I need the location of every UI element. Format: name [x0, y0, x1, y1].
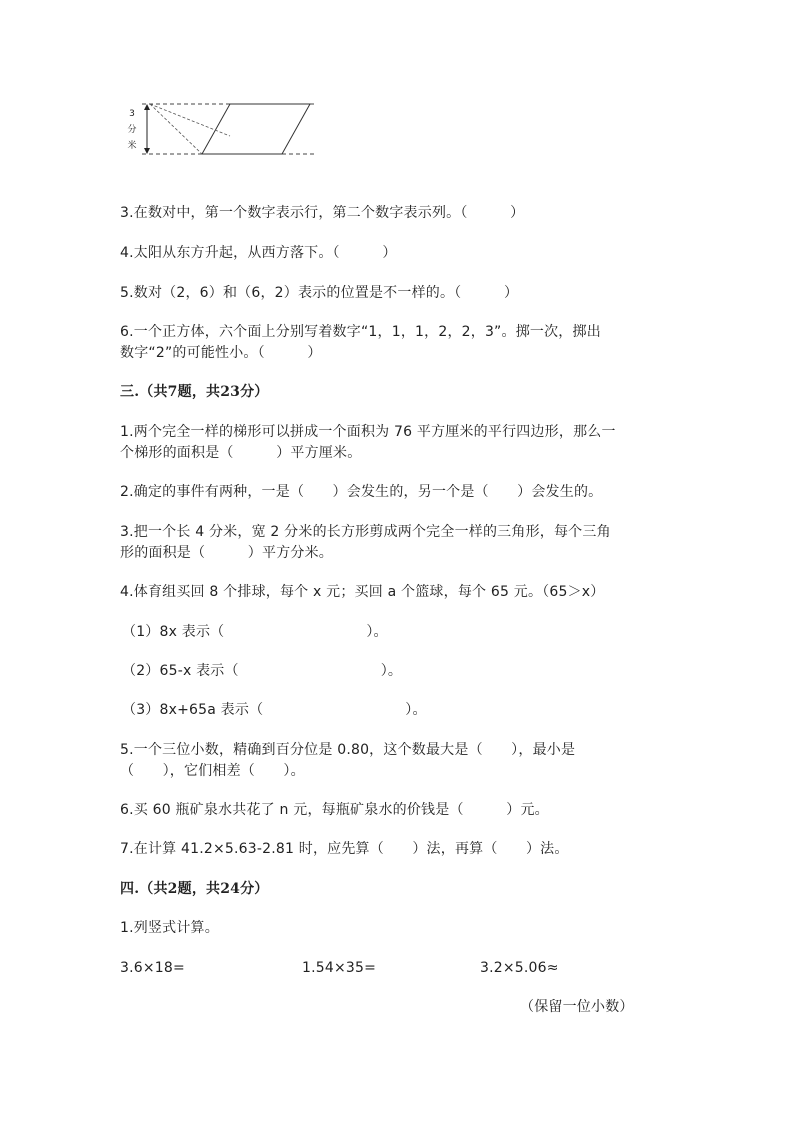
question-3-1-line2: 个梯形的面积是（ ）平方厘米。	[120, 445, 362, 461]
question-3-5-line1: 5.一个三位小数，精确到百分位是 0.80，这个数最大是（ ），最小是	[120, 742, 576, 758]
calc-item-1: 3.6×18=	[120, 960, 185, 976]
question-3-6: 6.买 60 瓶矿泉水共花了 n 元，每瓶矿泉水的价钱是（ ）元。	[120, 802, 549, 818]
calc-item-2: 1.54×35=	[302, 960, 377, 976]
question-2-5: 5.数对（2，6）和（6，2）表示的位置是不一样的。（ ）	[120, 285, 519, 301]
question-2-6-line1: 6.一个正方体，六个面上分别写着数字“1，1，1，2，2，3”。掷一次，掷出	[120, 324, 601, 340]
height-arrow-bottom	[144, 148, 150, 154]
calc-rounding-note: （保留一位小数）	[520, 999, 634, 1015]
question-3-2: 2.确定的事件有两种，一是（ ）会发生的，另一个是（ ）会发生的。	[120, 484, 603, 500]
question-3-3-line2: 形的面积是（ ）平方分米。	[120, 545, 333, 561]
diagonal-dashed-line-2	[150, 104, 230, 136]
question-3-4: 4.体育组买回 8 个排球，每个 x 元；买回 a 个篮球，每个 65 元。（65＞x）	[120, 584, 605, 600]
parallelogram-figure	[120, 96, 350, 166]
calc-item-3: 3.2×5.06≈	[480, 960, 559, 976]
height-label-mi: 米	[127, 141, 137, 151]
section-4-heading: 四.（共2题，共24分）	[120, 881, 269, 897]
height-label-fen: 分	[127, 125, 137, 135]
question-2-3: 3.在数对中，第一个数字表示行，第二个数字表示列。（ ）	[120, 205, 525, 221]
question-3-4-part1: （1）8x 表示（ ）。	[122, 624, 388, 640]
question-3-7: 7.在计算 41.2×5.63-2.81 时，应先算（ ）法，再算（ ）法。	[120, 841, 569, 857]
section-3-heading: 三.（共7题，共23分）	[120, 384, 269, 400]
question-3-4-part3: （3）8x+65a 表示（ ）。	[122, 702, 427, 718]
question-3-4-part2: （2）65-x 表示（ ）。	[122, 663, 403, 679]
diagonal-dashed-line-1	[150, 104, 202, 154]
question-3-5-line2: （ ），它们相差（ ）。	[120, 763, 305, 779]
question-2-6-line2: 数字“2”的可能性小。（ ）	[120, 345, 322, 361]
question-3-3-line1: 3.把一个长 4 分米，宽 2 分米的长方形剪成两个完全一样的三角形，每个三角	[120, 524, 611, 540]
height-arrow-top	[144, 104, 150, 110]
parallelogram-shape	[202, 104, 310, 154]
question-3-1-line1: 1.两个完全一样的梯形可以拼成一个面积为 76 平方厘米的平行四边形，那么一	[120, 424, 616, 440]
question-2-4: 4.太阳从东方升起，从西方落下。（ ）	[120, 245, 397, 261]
question-4-1: 1.列竖式计算。	[120, 920, 219, 936]
height-label-3: 3	[129, 109, 135, 119]
